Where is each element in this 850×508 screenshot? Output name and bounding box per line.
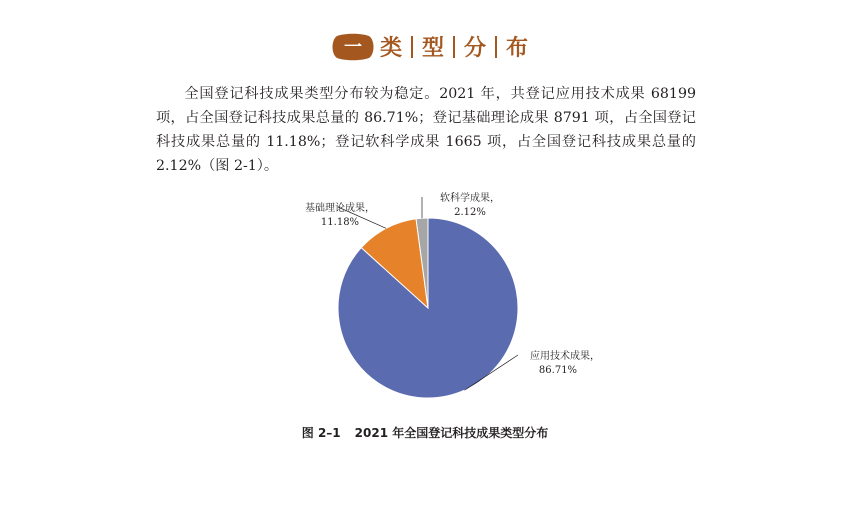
figure-title: 2021 年全国登记科技成果类型分布 [354,426,549,440]
figure-caption [0,424,850,441]
body-paragraph: 全国登记科技成果类型分布较为稳定。2021 年，共登记应用技术成果 68199 项，占全国登记科技成果总量的 86.71%；登记基础理论成果 8791 项，占全国登记科技成果总量的 11.18%；登记软科学成果 1665 项，占全国登记科技成果总量的 2.12%（图 2-1）。 [156,86,696,174]
title-separator [411,36,413,58]
pie-chart-svg [260,185,610,410]
slice-value-label: 2.12% [454,207,486,218]
title-separator [453,36,455,58]
pie-chart [260,185,610,410]
slice-name-label: 基础理论成果， [305,203,375,214]
section-title-char: 类 [380,36,403,61]
section-title-char: 型 [422,36,445,61]
title-separator [495,36,497,58]
section-title-char: 布 [506,36,529,61]
section-title-char: 分 [464,36,487,61]
section-number-badge [331,32,375,62]
figure-number: 图 2–1 [301,426,341,440]
slice-value-label: 11.18% [320,217,360,228]
section-title [380,31,528,62]
section-number: 一 [344,37,362,58]
section-heading [0,28,850,68]
slice-name-label: 软科学成果， [440,193,500,204]
slice-value-label: 86.71% [538,365,578,376]
slice-name-label: 应用技术成果， [530,351,600,362]
